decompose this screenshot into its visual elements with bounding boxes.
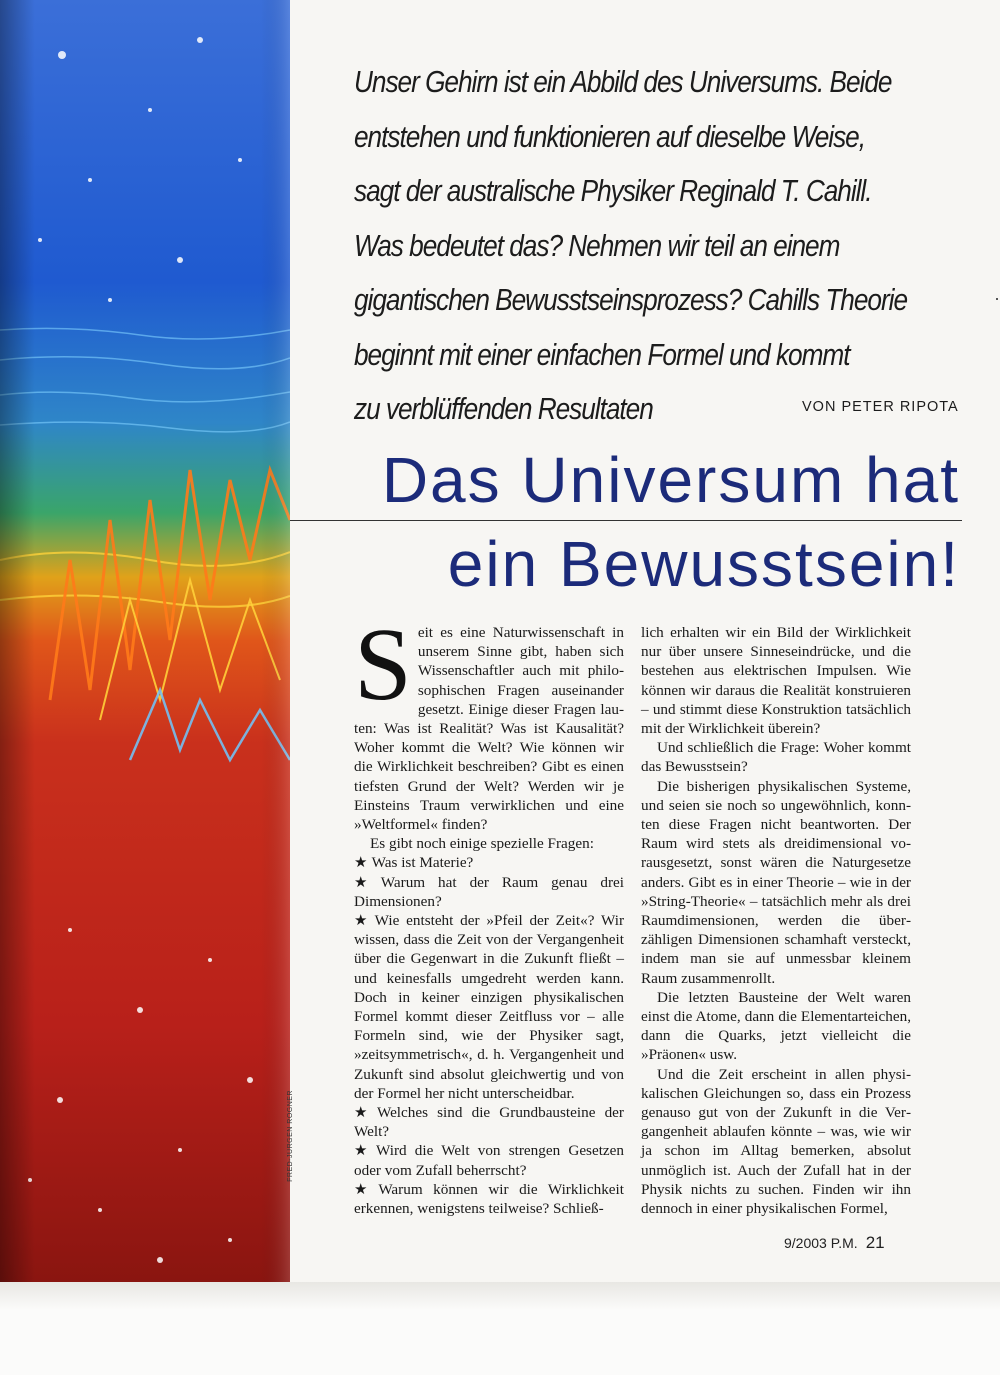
star-bullet-icon: ★ [354, 1142, 373, 1160]
page-footer [784, 1233, 885, 1253]
lead-line: beginnt mit einer einfachen Formel und kommt [354, 337, 850, 372]
lead-line: entstehen und funktionieren auf dieselbe Weise, [354, 119, 865, 154]
question-item: ★ Was ist Materie? [354, 854, 474, 872]
drop-cap: S [354, 607, 412, 722]
lead-line: sagt der australische Physiker Reginald T. Cahill. [354, 174, 872, 208]
artwork-illustration [0, 0, 290, 1282]
photo-credit: FRED-JÜRGEN ROGNER [287, 1090, 294, 1182]
question-item: ★ Warum können wir die Wirklichkeit erkennen, wenigstens teilweise? Schließ- [354, 1180, 624, 1218]
paragraph: Und die Zeit erscheint in allen physikalischen Gleichungen so, dass ein Prozess genauso gut von der Zukunft in die Vergangenheit ablaufen könnte – was, wie wir ja schon im Alltag bemerken, absolut unmöglich ist. Auch der Zufall hat in der Physik nichts zu suchen. Finden wir ihn dennoch in einer physikalischen Formel, [641, 1065, 911, 1218]
question-item: ★ Wie entsteht der »Pfeil der Zeit«? Wir wissen, dass die Zeit von der Vergangenheit über die Gegenwart in die Zukunft fließt – und keinesfalls umgedreht werden kann. Doch in keiner einzigen physikalischen Formel kommt dieser Zeitfluss vor – alle Formeln sind, wie der Physiker sagt, »zeitsymmetrisch«, d. h. Vergangenheit und Zukunft sind absolut gleichwertig und von der Formel her nicht unterscheidbar. [354, 912, 624, 1102]
star-bullet-icon: ★ [354, 1104, 373, 1122]
article-column-1 [354, 607, 625, 1218]
lead-line: zu verblüffenden Resultaten [354, 392, 653, 426]
page-number: 21 [865, 1233, 885, 1252]
headline-divider [290, 520, 962, 521]
paragraph: Es gibt noch einige spezielle Fragen: [370, 835, 594, 853]
issue-label: 9/2003 P.M. [784, 1235, 858, 1251]
star-bullet-icon: ★ [354, 854, 368, 872]
intro-paragraph [354, 607, 624, 834]
scan-margin [0, 1282, 1000, 1375]
lead-line: Unser Gehirn ist ein Abbild des Universums. Beide [354, 65, 892, 99]
question-item: ★ Welches sind die Grundbausteine der Welt? [354, 1104, 624, 1141]
article-column-2 [641, 623, 911, 1218]
headline-line-1: Das Universum hat [381, 444, 960, 516]
lead-line: gigantischen Bewusstseinsprozess? Cahills Theorie [354, 283, 908, 317]
paragraph: Die letzten Bausteine der Welt waren einst die Atome, dann die Elementarteichen, dann die Quarks, jetzt vielleicht die »Präonen« usw. [641, 988, 911, 1064]
paragraph: lich erhalten wir ein Bild der Wirklichkeit nur über unsere Sinneseindrücke, und die bestehen aus elektrischen Impulsen. Wie können wir daraus die Realität konstruieren – und stimmt diese Konstruktion tatsächlich mit der Wirklichkeit überein? [641, 624, 911, 738]
cosmic-artwork [0, 0, 290, 1282]
question-item: ★ Wird die Welt von strengen Gesetzen oder vom Zufall beherrscht? [354, 1142, 625, 1179]
star-bullet-icon: ★ [354, 873, 377, 891]
star-bullet-icon: ★ [354, 1180, 375, 1198]
paragraph: Und schließlich die Frage: Woher kommt das Bewusstsein? [641, 739, 911, 776]
paragraph-text: eit es eine Naturwissenschaft in unserem Sinne gibt, haben sich Wissenschaftler auch mit philosophischen Fragen auseinander gesetzt. Einige dieser Fragen lauten: Was ist Realität? Was ist Kausalität? Woher kommt die Welt? Wie können wir die Wirklichkeit beschreiben? Gibt es einen tiefsten Grund der Welt? Werden wir je Einsteins Traum verwirklichen und eine »Weltformel« finden? [354, 624, 624, 834]
star-bullet-icon: ★ [354, 912, 371, 930]
edge-mark [996, 298, 998, 300]
author-byline: VON PETER RIPOTA [802, 399, 959, 415]
headline-line-2: ein Bewusstsein! [447, 528, 960, 600]
paragraph: Die bisherigen physikalischen Systeme, und seien sie noch so ungewöhnlich, konnten diese Fragen nicht beantworten. Der Raum wird stets als dreidimensional vorausgesetzt, sonst wären die Naturgesetze anders. Gibt es in einer Theorie – wie in der »String-Theorie« – tatsächlich mehr als drei Raumdimensionen, werden die überzähligen Dimensionen schamhaft versteckt, indem man sie auf unmessbar kleinem Raum zusammenrollt. [641, 777, 911, 987]
lead-line: Was bedeutet das? Nehmen wir teil an einem [354, 228, 840, 263]
question-item: ★ Warum hat der Raum genau drei Dimensionen? [354, 873, 624, 910]
